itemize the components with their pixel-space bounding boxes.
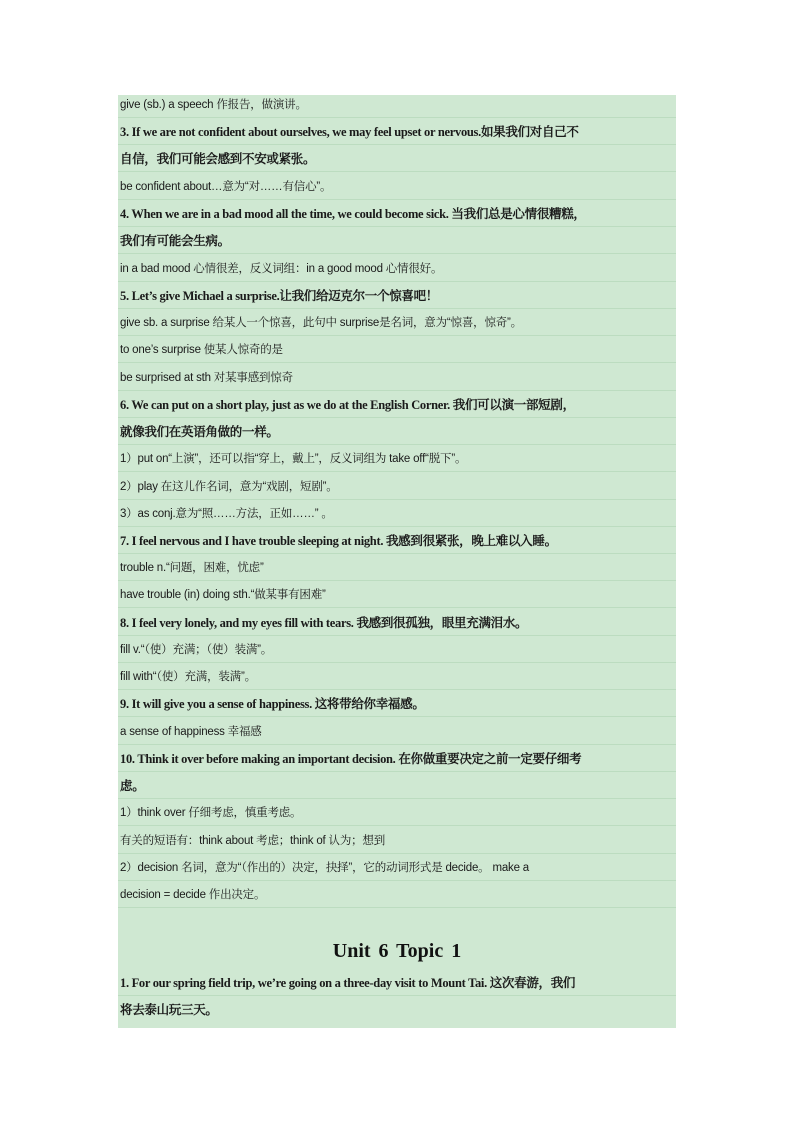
- sentence-line: 将去泰山玩三天。: [120, 1003, 218, 1017]
- unit-heading: Unit 6 Topic 1: [332, 940, 462, 962]
- note-line: give sb. a surprise 给某人一个惊喜，此句中 surprise是名词，意为“惊喜，惊奇”。: [118, 310, 676, 336]
- sentence-line: 我们有可能会生病。: [118, 228, 676, 254]
- sentence-line: 虑。: [118, 773, 676, 799]
- sentence-line: 8. I feel very lonely, and my eyes fill with tears. 我感到很孤独，眼里充满泪水。: [118, 610, 676, 636]
- note-line: 2）decision 名词，意为“（作出的）决定，抉择”，它的动词形式是 decide。 make a: [118, 855, 676, 881]
- note-line: 1）think over 仔细考虑，慎重考虑。: [118, 800, 676, 826]
- sentence-line: 1. For our spring field trip, we’re going on a three-day visit to Mount Tai. 这次春游，我们: [118, 970, 676, 996]
- sentence-line: 就像我们在英语角做的一样。: [118, 419, 676, 445]
- note-line: be confident about…意为“对……有信心”。: [118, 174, 676, 200]
- sentence-line: 4. When we are in a bad mood all the time, we could become sick. 当我们总是心情很糟糕，: [118, 201, 676, 227]
- note-line: in a bad mood 心情很差，反义词组：in a good mood 心情很好。: [118, 256, 676, 282]
- note-line: trouble n.“问题，困难，忧虑”: [118, 555, 676, 581]
- sentence-line: 10. Think it over before making an important decision. 在你做重要决定之前一定要仔细考: [118, 746, 676, 772]
- note-line: 2）play 在这儿作名词，意为“戏剧，短剧”。: [118, 474, 676, 500]
- note-line: a sense of happiness 幸福感: [118, 719, 676, 745]
- sentence-line: 6. We can put on a short play, just as we do at the English Corner. 我们可以演一部短剧，: [118, 392, 676, 418]
- note-line: fill v.“（使）充满；（使）装满”。: [118, 637, 676, 663]
- note-line: give (sb.) a speech 作报告，做演讲。: [118, 92, 676, 118]
- note-line: fill with“（使）充满，装满”。: [118, 664, 676, 690]
- sentence-line: 9. It will give you a sense of happiness. 这将带给你幸福感。: [118, 691, 676, 717]
- sentence-line: 7. I feel nervous and I have trouble sleeping at night. 我感到很紧张，晚上难以入睡。: [118, 528, 676, 554]
- sentence-line: 自信，我们可能会感到不安或紧张。: [118, 146, 676, 172]
- note-line: decision = decide 作出决定。: [118, 882, 676, 908]
- sentence-line: 3. If we are not confident about ourselves, we may feel upset or nervous.如果我们对自己不: [118, 119, 676, 145]
- note-line: 3）as conj.意为“照……方法，正如……” 。: [118, 501, 676, 527]
- note-line: 有关的短语有：think about 考虑；think of 认为；想到: [118, 828, 676, 854]
- note-line: to one’s surprise 使某人惊奇的是: [118, 337, 676, 363]
- note-line: 1）put on“上演”，还可以指“穿上，戴上”，反义词组为 take off“脱下”。: [118, 446, 676, 472]
- note-line: be surprised at sth 对某事感到惊奇: [118, 365, 676, 391]
- note-line: have trouble (in) doing sth.“做某事有困难”: [118, 582, 676, 608]
- sentence-line: 5. Let’s give Michael a surprise.让我们给迈克尔一个惊喜吧！: [118, 283, 676, 309]
